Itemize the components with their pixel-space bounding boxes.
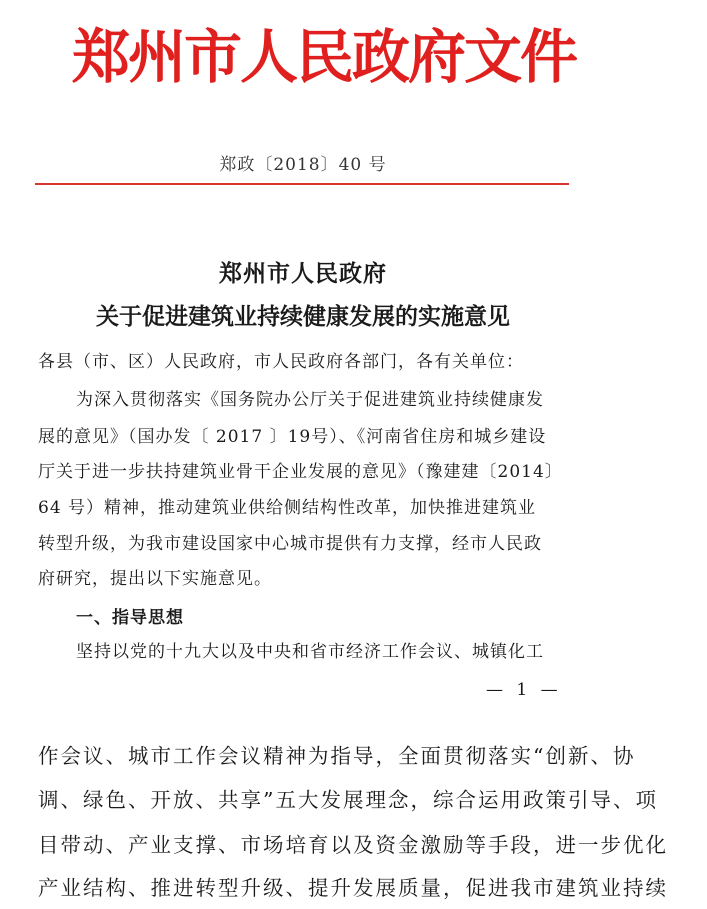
intro-paragraph-line: 64 号）精神，推动建筑业供给侧结构性改革，加快推进建筑业	[38, 498, 537, 518]
red-divider-rule	[35, 183, 569, 185]
document-number: 郑政〔2018〕40 号	[219, 155, 387, 175]
intro-paragraph-line: 为深入贯彻落实《国务院办公厅关于促进建筑业持续健康发	[76, 390, 544, 410]
document-title-line-1: 郑州市人民政府	[219, 260, 387, 287]
page-number: — 1 —	[486, 680, 562, 700]
page2-paragraph-line: 调、绿色、开放、共享”五大发展理念，综合运用政策引导、项	[38, 788, 658, 812]
section-paragraph-line: 坚持以党的十九大以及中央和省市经济工作会议、城镇化工	[76, 642, 544, 662]
page2-paragraph-line: 目带动、产业支撑、市场培育以及资金激励等手段，进一步优化	[38, 833, 668, 857]
intro-paragraph-line: 展的意见》（国办发〔 2017 〕19号）、《河南省住房和城乡建设	[38, 427, 547, 447]
section-heading: 一、指导思想	[76, 608, 184, 628]
page2-paragraph-line: 产业结构、推进转型升级、提升发展质量，促进我市建筑业持续	[38, 876, 668, 900]
intro-paragraph-line: 转型升级，为我市建设国家中心城市提供有力支撑，经市人民政	[38, 534, 542, 554]
page2-paragraph-line: 作会议、城市工作会议精神为指导，全面贯彻落实“创新、协	[38, 744, 636, 768]
document-title-line-2: 关于促进建筑业持续健康发展的实施意见	[96, 303, 510, 330]
addressee-line: 各县（市、区）人民政府，市人民政府各部门，各有关单位：	[38, 352, 524, 372]
intro-paragraph-line: 厅关于进一步扶持建筑业骨干企业发展的意见》（豫建建〔2014〕	[38, 462, 563, 482]
document-header-title: 郑州市人民政府文件	[72, 23, 577, 91]
intro-paragraph-line: 府研究，提出以下实施意见。	[38, 569, 272, 589]
